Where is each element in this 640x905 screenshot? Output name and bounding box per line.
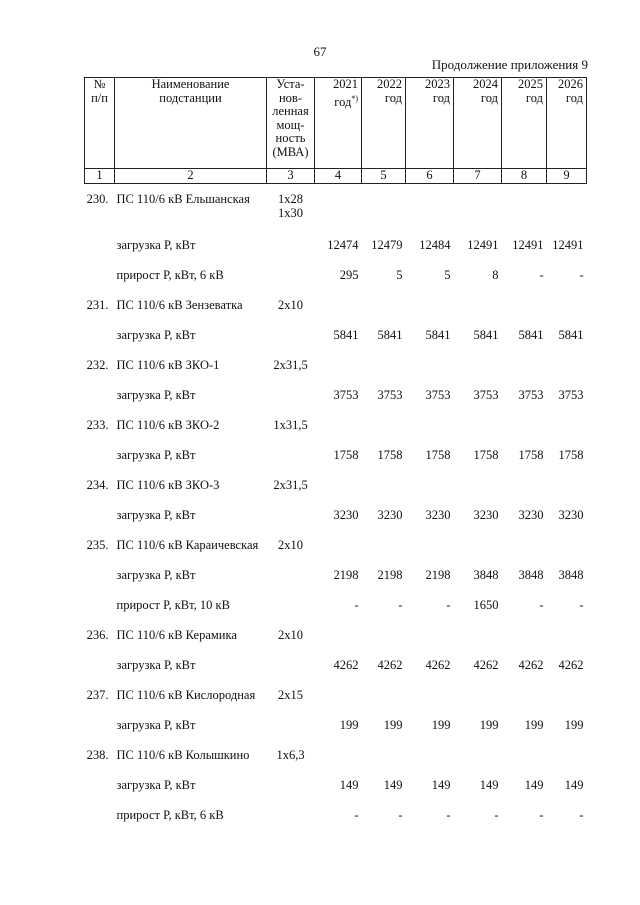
row-index (85, 500, 115, 530)
year-value: - (354, 597, 359, 612)
row-capacity (267, 710, 315, 740)
year-value: 4262 (473, 657, 499, 672)
year-value (454, 410, 502, 440)
year-value (406, 184, 454, 230)
year-value: - (579, 267, 584, 282)
year-value (406, 740, 454, 770)
load-row (85, 710, 587, 740)
year-value: 2198 (377, 567, 403, 582)
year-value (362, 680, 406, 710)
column-number-row (85, 169, 587, 184)
row-name: ПС 110/6 кВ ЗКО-2 (116, 417, 220, 432)
year-value: 12474 (327, 237, 359, 252)
year-value (547, 620, 587, 650)
year-value: - (539, 267, 544, 282)
table-header-row (85, 78, 587, 169)
row-index: 232. (86, 357, 109, 372)
year-value (547, 184, 587, 230)
substation-row (85, 410, 587, 440)
year-value (406, 470, 454, 500)
substation-row (85, 680, 587, 710)
year-value (315, 350, 362, 380)
row-index (85, 440, 115, 470)
year-value: 149 (383, 777, 403, 792)
year-value: 1650 (473, 597, 499, 612)
column-number: 6 (406, 169, 454, 184)
year-value: 1758 (473, 447, 499, 462)
row-capacity: 1х28 1х30 (278, 192, 303, 220)
year-value: 3753 (425, 387, 451, 402)
year-value (406, 290, 454, 320)
year-value: 3230 (377, 507, 403, 522)
year-value: - (539, 597, 544, 612)
substation-load-table (84, 77, 587, 830)
year-value (315, 184, 362, 230)
year-value (502, 470, 547, 500)
year-value: 3753 (377, 387, 403, 402)
year-value: 4262 (377, 657, 403, 672)
row-name: ПС 110/6 кВ Керамика (116, 627, 237, 642)
year-value: 3848 (518, 567, 544, 582)
year-value: 12491 (512, 237, 544, 252)
year-value: 3753 (518, 387, 544, 402)
row-index (85, 650, 115, 680)
year-value: 199 (431, 717, 451, 732)
row-capacity: 2х31,5 (273, 357, 308, 372)
year-value (502, 740, 547, 770)
year-value (547, 680, 587, 710)
year-value (454, 530, 502, 560)
row-capacity: 2х10 (278, 297, 303, 312)
row-capacity (267, 590, 315, 620)
year-value: 5841 (518, 327, 544, 342)
row-capacity (267, 800, 315, 830)
year-value: 8 (492, 267, 499, 282)
year-value: 12491 (467, 237, 499, 252)
row-name: ПС 110/6 кВ Кислородная (116, 687, 256, 702)
year-value (362, 620, 406, 650)
column-number: 7 (454, 169, 502, 184)
year-value: 3753 (558, 387, 584, 402)
header-year: 2024 год (454, 78, 502, 169)
year-value: 3230 (518, 507, 544, 522)
year-value (502, 184, 547, 230)
column-number: 1 (85, 169, 115, 184)
year-value: 1758 (333, 447, 359, 462)
header-year: 2022 год (362, 78, 406, 169)
year-value (315, 290, 362, 320)
header-capacity: Уста- нов- ленная мощ- ность (МВА) (267, 78, 315, 169)
column-number: 4 (315, 169, 362, 184)
row-name: прирост Р, кВт, 6 кВ (116, 807, 224, 822)
load-row (85, 320, 587, 350)
row-index (85, 260, 115, 290)
year-value: 3848 (558, 567, 584, 582)
row-capacity (267, 650, 315, 680)
row-capacity (267, 500, 315, 530)
year-value: 12484 (419, 237, 451, 252)
row-index: 236. (86, 627, 109, 642)
year-value: 3230 (473, 507, 499, 522)
row-name: ПС 110/6 кВ Ельшанская (116, 192, 250, 206)
year-value: 5841 (558, 327, 584, 342)
year-value: 3230 (425, 507, 451, 522)
header-year: 2025 год (502, 78, 547, 169)
column-number: 5 (362, 169, 406, 184)
year-value: - (446, 597, 451, 612)
header-name: Наименование подстанции (115, 78, 267, 169)
year-value (362, 740, 406, 770)
row-index: 238. (86, 747, 109, 762)
row-name: загрузка Р, кВт (116, 717, 196, 732)
year-value (315, 410, 362, 440)
year-value: 5 (444, 267, 451, 282)
year-value (315, 620, 362, 650)
year-value: 149 (479, 777, 499, 792)
substation-row (85, 350, 587, 380)
substation-row (85, 620, 587, 650)
year-value: 3753 (333, 387, 359, 402)
year-value (502, 620, 547, 650)
year-value: 12491 (552, 237, 584, 252)
year-value: - (354, 807, 359, 822)
row-name: загрузка Р, кВт (116, 237, 196, 252)
row-index (85, 590, 115, 620)
load-row (85, 230, 587, 260)
year-value: 3230 (333, 507, 359, 522)
year-value (547, 530, 587, 560)
year-value: 149 (564, 777, 584, 792)
year-value (454, 620, 502, 650)
year-value (454, 680, 502, 710)
row-name: прирост Р, кВт, 10 кВ (116, 597, 230, 612)
year-value: 199 (339, 717, 359, 732)
row-name: ПС 110/6 кВ ЗКО-3 (116, 477, 220, 492)
year-value: 4262 (518, 657, 544, 672)
row-index: 233. (86, 417, 109, 432)
year-value: 4262 (425, 657, 451, 672)
substation-row (85, 470, 587, 500)
year-value (454, 470, 502, 500)
row-capacity (267, 230, 315, 260)
column-number: 8 (502, 169, 547, 184)
year-value: 199 (564, 717, 584, 732)
year-value (454, 740, 502, 770)
substation-row (85, 530, 587, 560)
appendix-label: Продолжение приложения 9 (431, 57, 588, 72)
row-capacity (267, 770, 315, 800)
year-value (502, 410, 547, 440)
year-value: 1758 (518, 447, 544, 462)
year-value (502, 530, 547, 560)
row-capacity: 2х31,5 (273, 477, 308, 492)
row-index (85, 770, 115, 800)
year-value: 1758 (377, 447, 403, 462)
year-value (362, 350, 406, 380)
load-row (85, 380, 587, 410)
header-index: № п/п (85, 78, 115, 169)
load-row (85, 800, 587, 830)
year-value: 199 (524, 717, 544, 732)
row-capacity: 2х10 (278, 537, 303, 552)
year-value (547, 410, 587, 440)
row-name: ПС 110/6 кВ Колышкино (116, 747, 250, 762)
row-index (85, 800, 115, 830)
load-row (85, 500, 587, 530)
column-number: 9 (547, 169, 587, 184)
year-value (315, 530, 362, 560)
row-index (85, 560, 115, 590)
year-value: - (539, 807, 544, 822)
year-value: 12479 (371, 237, 403, 252)
year-value (547, 740, 587, 770)
row-name: загрузка Р, кВт (116, 387, 196, 402)
year-value (362, 470, 406, 500)
year-value: - (579, 807, 584, 822)
row-capacity (267, 560, 315, 590)
year-value (362, 184, 406, 230)
year-value: - (579, 597, 584, 612)
row-capacity (267, 320, 315, 350)
load-row (85, 650, 587, 680)
header-year: 2021 год*) (315, 78, 362, 169)
row-name: прирост Р, кВт, 6 кВ (116, 267, 224, 282)
column-number: 2 (115, 169, 267, 184)
year-value: 3230 (558, 507, 584, 522)
row-capacity: 2х10 (278, 627, 303, 642)
year-value: 2198 (425, 567, 451, 582)
load-row (85, 260, 587, 290)
year-value: 5841 (473, 327, 499, 342)
year-value: 3753 (473, 387, 499, 402)
row-name: загрузка Р, кВт (116, 507, 196, 522)
year-value: - (446, 807, 451, 822)
load-row (85, 770, 587, 800)
year-value (362, 530, 406, 560)
row-capacity (267, 440, 315, 470)
row-index: 230. (86, 192, 109, 206)
substation-row (85, 184, 587, 230)
row-index: 234. (86, 477, 109, 492)
year-value (315, 740, 362, 770)
year-value: - (494, 807, 499, 822)
row-name: ПС 110/6 кВ ЗКО-1 (116, 357, 220, 372)
row-name: загрузка Р, кВт (116, 657, 196, 672)
row-index (85, 710, 115, 740)
year-value (547, 350, 587, 380)
column-number: 3 (267, 169, 315, 184)
row-capacity: 2х15 (278, 687, 303, 702)
year-value (547, 290, 587, 320)
year-value (406, 530, 454, 560)
year-value (362, 410, 406, 440)
row-capacity: 1х31,5 (273, 417, 308, 432)
year-value (547, 470, 587, 500)
row-index: 231. (86, 297, 109, 312)
header-year: 2026 год (547, 78, 587, 169)
row-capacity (267, 380, 315, 410)
row-index (85, 380, 115, 410)
row-name: загрузка Р, кВт (116, 327, 196, 342)
year-value: - (398, 807, 403, 822)
row-name: загрузка Р, кВт (116, 777, 196, 792)
row-index (85, 230, 115, 260)
year-value (315, 470, 362, 500)
year-value (406, 620, 454, 650)
year-value: 5 (396, 267, 403, 282)
year-value: 1758 (425, 447, 451, 462)
year-value: 149 (524, 777, 544, 792)
header-year: 2023 год (406, 78, 454, 169)
year-value (454, 350, 502, 380)
year-value: 5841 (377, 327, 403, 342)
row-index: 237. (86, 687, 109, 702)
year-value: 199 (479, 717, 499, 732)
year-value: 3848 (473, 567, 499, 582)
year-value: 4262 (558, 657, 584, 672)
year-value: 5841 (425, 327, 451, 342)
year-value (502, 680, 547, 710)
year-value (502, 350, 547, 380)
year-value: - (398, 597, 403, 612)
load-row (85, 560, 587, 590)
load-row (85, 590, 587, 620)
year-value: 5841 (333, 327, 359, 342)
row-capacity: 1х6,3 (276, 747, 305, 762)
year-value: 1758 (558, 447, 584, 462)
load-row (85, 440, 587, 470)
year-value (315, 680, 362, 710)
row-name: ПС 110/6 кВ Зензеватка (116, 297, 243, 312)
row-capacity (267, 260, 315, 290)
page-number: 67 (313, 44, 327, 59)
year-value (406, 410, 454, 440)
year-value: 149 (431, 777, 451, 792)
row-name: ПС 110/6 кВ Караичевская (116, 537, 259, 552)
year-value (406, 350, 454, 380)
year-value: 149 (339, 777, 359, 792)
row-name: загрузка Р, кВт (116, 567, 196, 582)
row-index: 235. (86, 537, 109, 552)
substation-row (85, 290, 587, 320)
year-value (362, 290, 406, 320)
row-index (85, 320, 115, 350)
year-value: 295 (339, 267, 359, 282)
substation-row (85, 740, 587, 770)
row-name: загрузка Р, кВт (116, 447, 196, 462)
year-value: 199 (383, 717, 403, 732)
year-value (454, 184, 502, 230)
year-value: 4262 (333, 657, 359, 672)
year-value (454, 290, 502, 320)
year-value: 2198 (333, 567, 359, 582)
year-value (502, 290, 547, 320)
year-value (406, 680, 454, 710)
